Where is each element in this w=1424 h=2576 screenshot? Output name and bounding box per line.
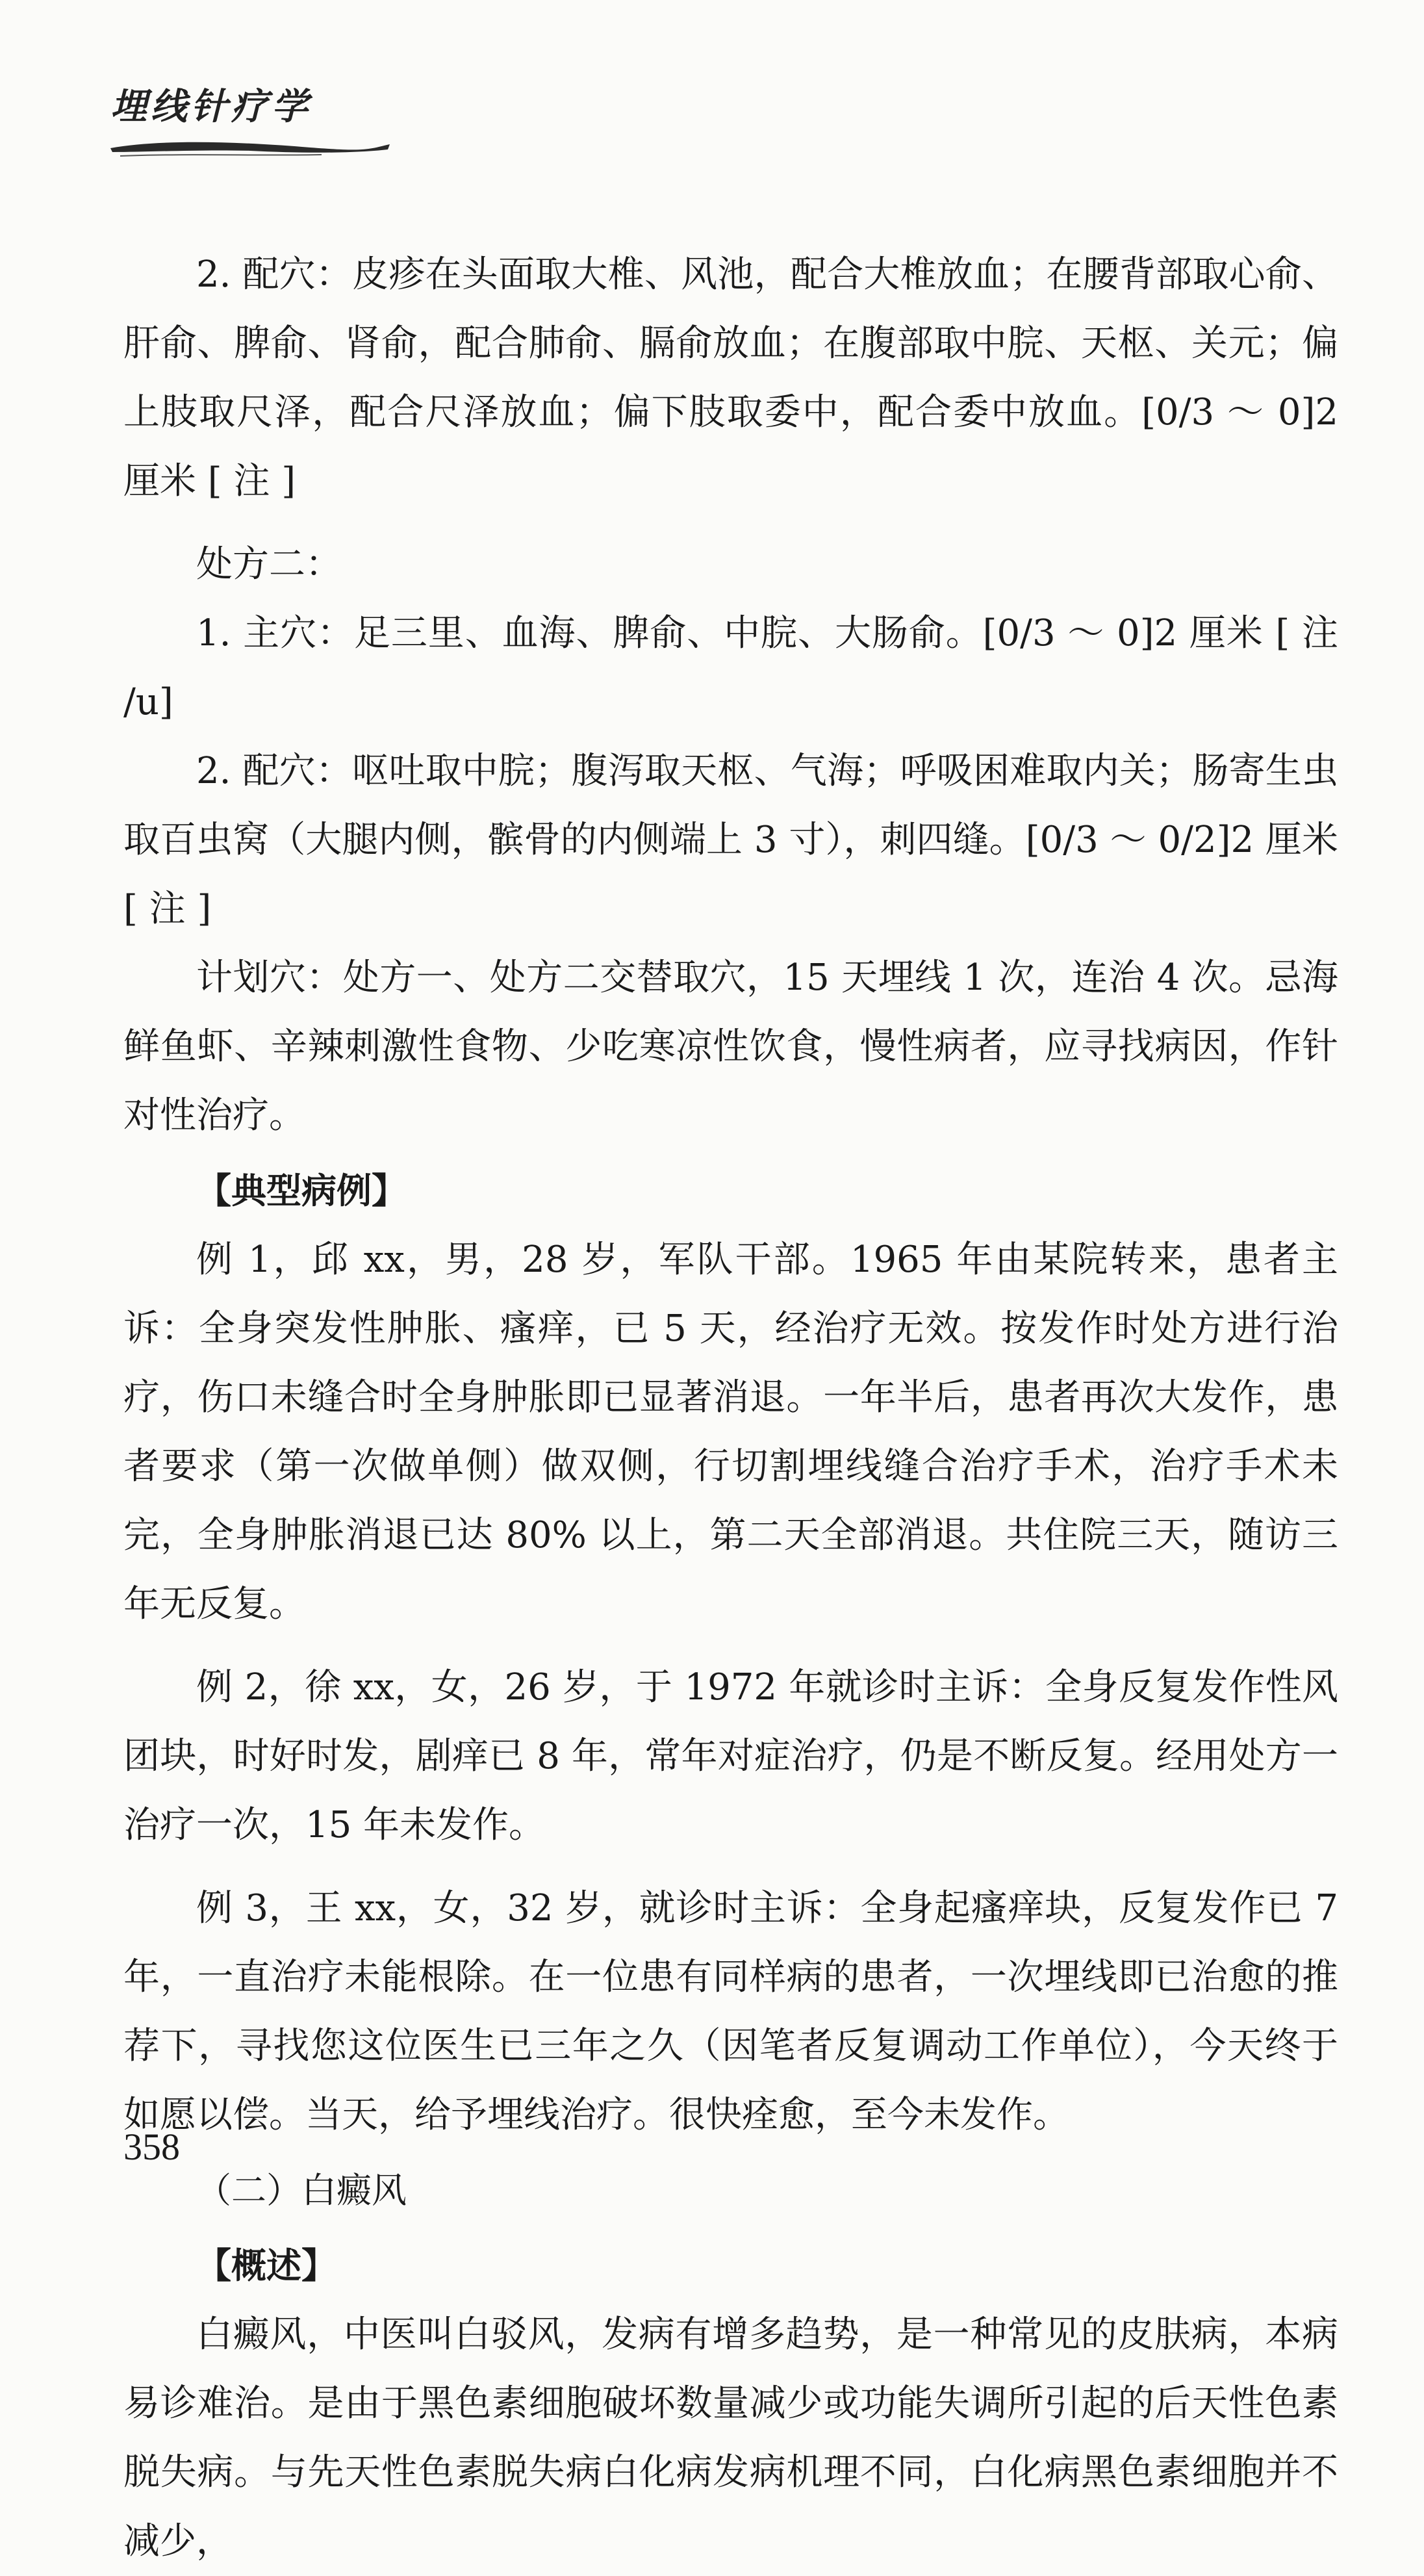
paragraph-main-points: 1. 主穴：足三里、血海、脾俞、中脘、大肠俞。[0/3 ～ 0]2 厘米 [ 注 /u] bbox=[123, 612, 1338, 723]
paragraph-secondary-points: 2. 配穴：呕吐取中脘；腹泻取天枢、气海；呼吸困难取内关；肠寄生虫取百虫窝（大腿内侧，髌骨的内侧端上 3 寸），刺四缝。[0/3 ～ 0/2]2 厘米 [ 注 ] bbox=[123, 750, 1338, 930]
paragraph-case-1: 例 1，邱 xx，男，28 岁，军队干部。1965 年由某院转来，患者主诉：全身突发性肿胀、瘙痒，已 5 天，经治疗无效。按发作时处方进行治疗，伤口未缝合时全身肿胀即已显著消退。一年半后，患者再次大发作，患者要求（第一次做单侧）做双侧，行切割埋线缝合治疗手术，治疗手术未完，全身肿胀消退已达 80% 以上，第二天全部消退。共住院三天，随访三年无反复。 bbox=[123, 1239, 1338, 1625]
running-header: 埋线针疗学 bbox=[110, 86, 312, 128]
page-body bbox=[123, 240, 1338, 2576]
paragraph-plan: 计划穴：处方一、处方二交替取穴，15 天埋线 1 次，连治 4 次。忌海鲜鱼虾、辛辣刺激性食物、少吃寒凉性饮食，慢性病者，应寻找病因，作针对性治疗。 bbox=[123, 957, 1338, 1137]
section-typical-cases: 【典型病例】 bbox=[196, 1170, 407, 1211]
prescription-two-label: 处方二： bbox=[196, 543, 342, 586]
paragraph-overview: 白癜风，中医叫白驳风，发病有增多趋势，是一种常见的皮肤病，本病易诊难治。是由于黑色素细胞破坏数量减少或功能失调所引起的后天性色素脱失病。与先天性色素脱失病白化病发病机理不同，白化病黑色素细胞并不减少， bbox=[123, 2313, 1338, 2562]
paragraph-acupoints: 2. 配穴：皮疹在头面取大椎、风池，配合大椎放血；在腰背部取心俞、肝俞、脾俞、肾俞，配合肺俞、膈俞放血；在腹部取中脘、天枢、关元；偏上肢取尺泽，配合尺泽放血；偏下肢取委中，配合委中放血。[0/3 ～ 0]2 厘米 [ 注 ] bbox=[123, 253, 1338, 502]
page-number: 358 bbox=[123, 2126, 180, 2168]
header-brush-stroke bbox=[107, 130, 393, 162]
paragraph-case-3: 例 3，王 xx，女，32 岁，就诊时主诉：全身起瘙痒块，反复发作已 7 年，一直治疗未能根除。在一位患有同样病的患者，一次埋线即已治愈的推荐下，寻找您这位医生已三年之久（因笔者反复调动工作单位），今天终于如愿以偿。当天，给予埋线治疗。很快痊愈，至今未发作。 bbox=[123, 1887, 1338, 2136]
paragraph-case-2: 例 2，徐 xx，女，26 岁，于 1972 年就诊时主诉：全身反复发作性风团块，时好时发，剧痒已 8 年，常年对症治疗，仍是不断反复。经用处方一治疗一次，15 年未发作。 bbox=[123, 1666, 1338, 1846]
section-vitiligo: （二）白癜风 bbox=[196, 2170, 407, 2211]
section-overview: 【概述】 bbox=[196, 2245, 337, 2286]
